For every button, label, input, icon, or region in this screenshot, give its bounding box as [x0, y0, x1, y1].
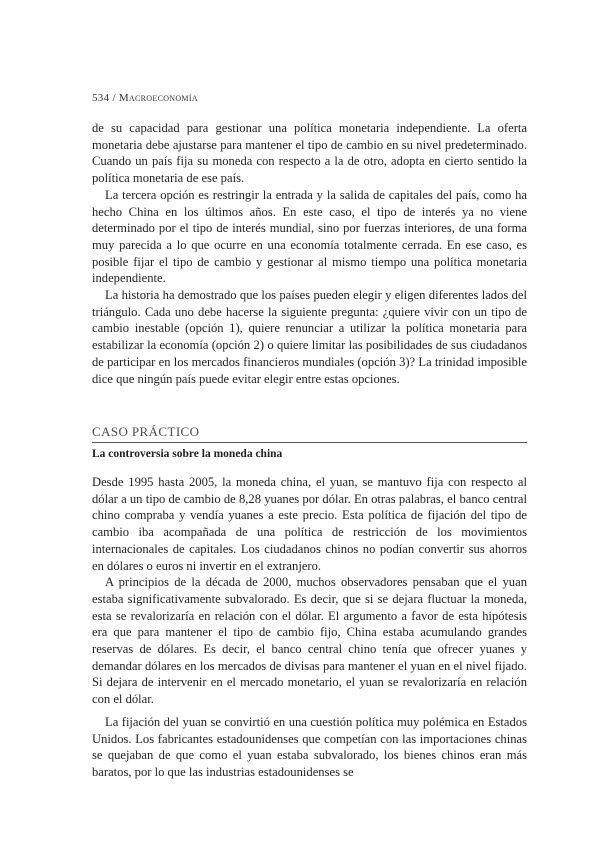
paragraph: La tercera opción es restringir la entrada y la salida de capitales del país, como ha hecho China en los últimos años. En este caso, el tipo de interés ya no viene determinado por el tipo de interés mundial, sino por fuerzas interiores, de una forma muy parecida a lo que ocurre en una economía totalmente cerrada. En ese caso, es posible fijar el tipo de cambio y gestionar al mismo tiempo una política monetaria independiente. — [92, 187, 527, 286]
paragraph: Desde 1995 hasta 2005, la moneda china, el yuan, se mantuvo fija con respecto al dólar a un tipo de cambio de 8,28 yuanes por dólar. En otras palabras, el banco central chino compraba y vendía yuanes a este precio. Esta política de fijación del tipo de cambio iba acompañada de una política de restricción de los movimientos internacionales de capitales. Los ciudadanos chinos no podían convertir sus ahorros en dólares o euros ni invertir en el extranjero. — [92, 475, 527, 573]
case-study-text — [92, 474, 527, 781]
paragraph: de su capacidad para gestionar una política monetaria independiente. La oferta monetaria debe ajustarse para mantener el tipo de cambio en su nivel predeterminado. Cuando un país fija su moneda con respecto a la de otro, adopta en cierto sentido la política monetaria de ese país. — [92, 121, 527, 186]
case-study-subtitle: La controversia sobre la moneda china — [92, 448, 283, 460]
running-head — [92, 92, 198, 104]
paragraph: La fijación del yuan se convirtió en una cuestión política muy polémica en Estados Unidos. Los fabricantes estadounidenses que competían con las importaciones chinas se quejaban de que como el yuan estaba subvalorado, los bienes chinos eran más baratos, por lo que las industrias estadounidenses se — [92, 714, 527, 779]
case-study-box — [92, 424, 527, 781]
book-title: Macroeconomía — [118, 92, 198, 104]
main-text — [92, 120, 527, 387]
header-separator: / — [109, 92, 119, 104]
case-study-label: CASO PRÁCTICO — [92, 424, 527, 443]
paragraph: La historia ha demostrado que los países pueden elegir y eligen diferentes lados del triángulo. Cada uno debe hacerse la siguiente pregunta: ¿quiere vivir con un tipo de cambio inestable (opción 1), quiere renunciar a utilizar la política monetaria para estabilizar la economía (opción 2) o quiere limitar las posibilidades de sus ciudadanos de participar en los mercados financieros mundiales (opción 3)? La trinidad imposible dice que ningún país puede evitar elegir entre estas opciones. — [92, 288, 527, 386]
paragraph: A principios de la década de 2000, muchos observadores pensaban que el yuan estaba significativamente subvalorado. Es decir, que si se dejara fluctuar la moneda, esta se revalorizaría en relación con el dólar. El argumento a favor de esta hipótesis era que para mantener el tipo de cambio fijo, China estaba acumulando grandes reservas de dólares. Es decir, el banco central chino tenía que ofrecer yuanes y demandar dólares en los mercados de divisas para mantener el yuan en el nivel fijado. Si dejara de intervenir en el mercado monetario, el yuan se revalorizaría en relación con el dólar. — [92, 575, 527, 707]
page-number: 534 — [92, 92, 110, 104]
